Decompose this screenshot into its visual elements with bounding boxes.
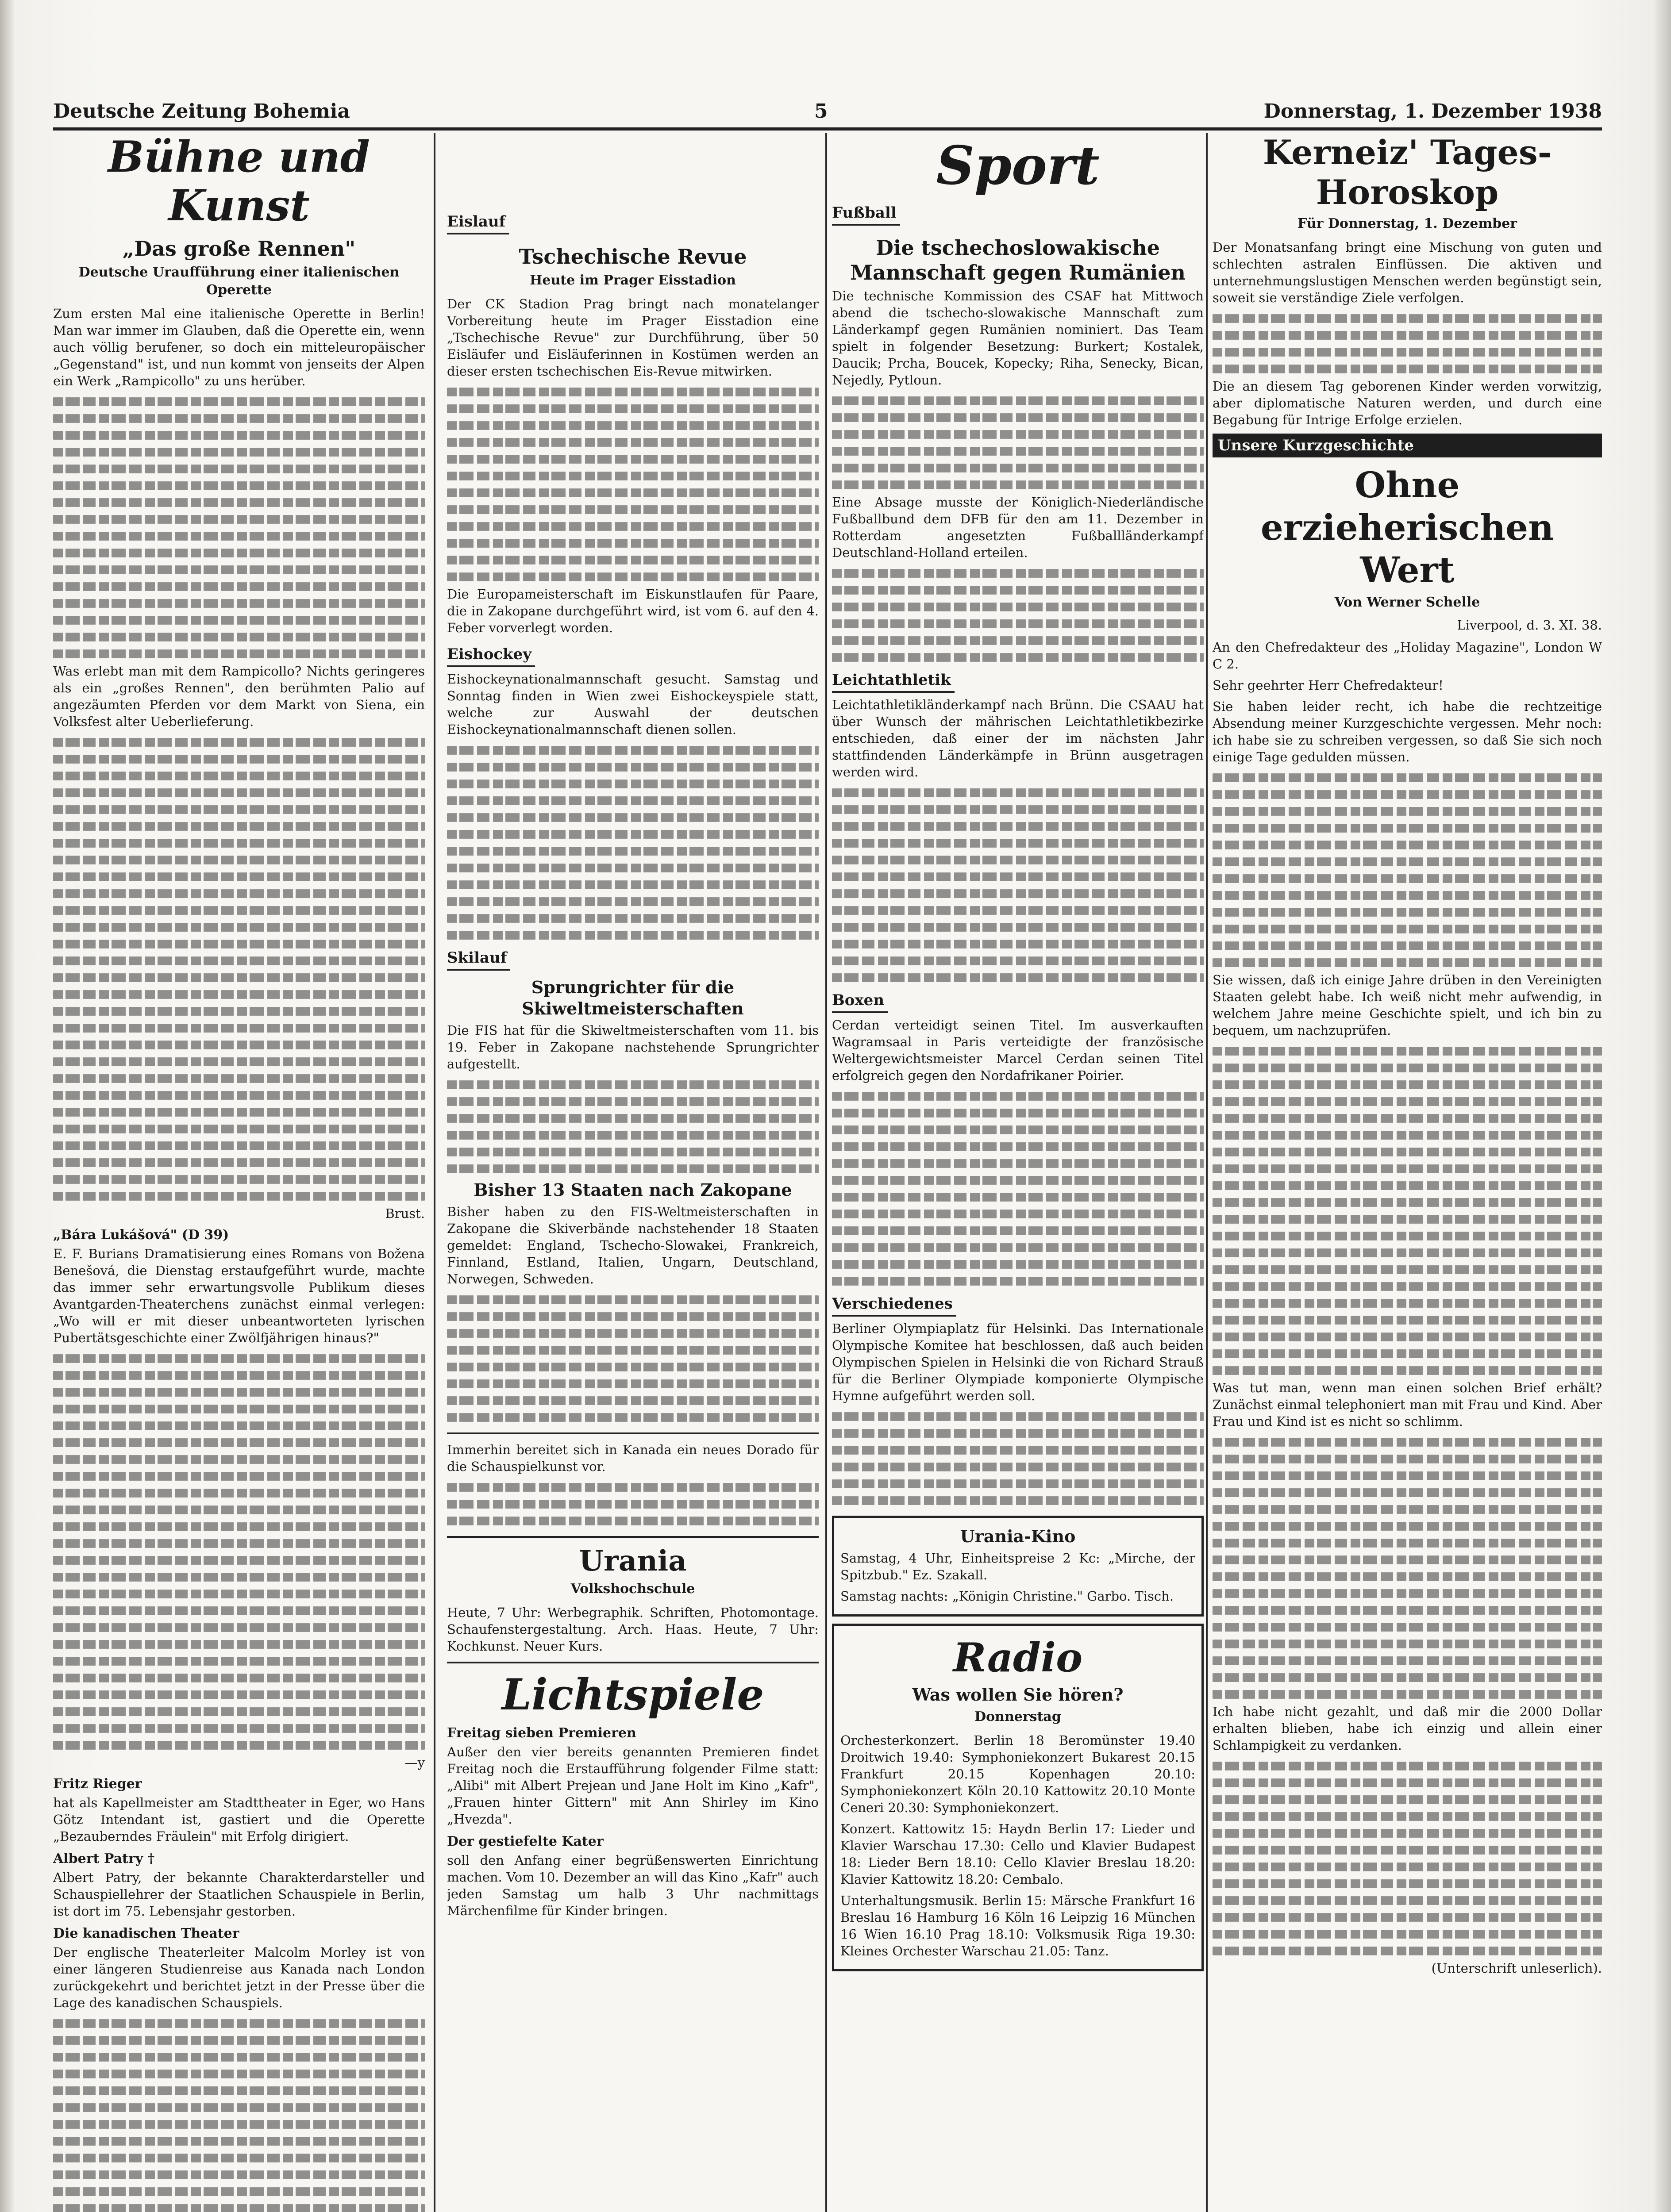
story-text: Ich habe nicht gezahlt, und daß mir die 2000 Dollar erhalten blieben, habe ich einzig und allein einer Schlampigkeit zu verdanken.: [1213, 1704, 1602, 1753]
article-title: Bisher 13 Staaten nach Zakopane: [474, 1180, 792, 1200]
article-subtitle: Der gestiefelte Kater: [447, 1834, 604, 1849]
article-text: Zum ersten Mal eine italienische Operette in Berlin! Man war immer im Glauben, daß die Operette ein, wenn auch völlig berufener, so doch ein mitteleuropäischer „Gegenstand" ist, und nun kommt von jenseits der Alpen ein Werk „Rampicollo" zu uns herüber.: [53, 306, 425, 388]
left-edge-shadow: [0, 0, 15, 2212]
lichtspiele-title: Lichtspiele: [501, 1670, 764, 1720]
story-ribbon: Unsere Kurzgeschichte: [1213, 434, 1602, 457]
radio-question: Was wollen Sie hören?: [912, 1685, 1124, 1705]
article-text: Leichtathletikländerkampf nach Brünn. Die CSAAU hat über Wunsch der mährischen Leichtathletikbezirke entschieden, daß einer der im nächsten Jahr stattfindenden Länderkämpfe in Brünn ausgetragen werden wird.: [832, 697, 1204, 780]
page-header: [53, 92, 1602, 131]
column-buehne-und-kunst: [53, 133, 425, 2212]
notice-text: Der englische Theaterleiter Malcolm Morley ist von einer längeren Studienreise aus Kanada nach London zurückgekehrt und berichtet jetzt in der Presse über die Lage des kanadischen Schauspiels.: [53, 1945, 425, 2010]
section-heading: Skilauf: [447, 949, 510, 971]
column-sport: [832, 133, 1204, 2212]
radio-box: [832, 1624, 1204, 1971]
article-title: Sprungrichter für die Skiweltmeisterschaften: [522, 977, 744, 1018]
story-text: Sie haben leider recht, ich habe die rechtzeitige Absendung meiner Kurzgeschichte vergessen. Mehr noch: ich habe sie zu schreiben vergessen, so daß Sie sich noch einige Tage gedulden müssen.: [1213, 699, 1602, 764]
section-heading: Verschiedenes: [832, 1294, 956, 1317]
article-title: Die tschechoslowakische Mannschaft gegen Rumänien: [850, 236, 1186, 284]
story-address: An den Chefredakteur des „Holiday Magazine", London W C 2.: [1213, 640, 1602, 672]
radio-title: Radio: [953, 1634, 1083, 1681]
article-text: Berliner Olympiaplatz für Helsinki. Das Internationale Olympische Komitee hat beschlossen, daß auch beiden Olympischen Spielen in Helsinki die von Richard Strauß für die Berliner Olympiade komponierte Olympische Hymne aufgeführt werden soll.: [832, 1321, 1204, 1403]
story-text: Sie wissen, daß ich einige Jahre drüben in den Vereinigten Staaten gelebt habe. Ich weiß nicht mehr aufwendig, in welchem Jahre meine Geschichte spielt, und ich bin zu bequem, um nachzuprüfen.: [1213, 972, 1602, 1038]
article-subtitle: Heute im Prager Eisstadion: [530, 273, 736, 288]
article-text: Der CK Stadion Prag bringt nach monatelanger Vorbereitung heute im Prager Eisstadion eine „Tschechische Revue" zur Durchführung, über 50 Eisläufer und Eisläuferinnen in Kostümen werden an dieser ersten tschechischen Eis-Revue mitwirken.: [447, 296, 819, 379]
article-text: Immerhin bereitet sich in Kanada ein neues Dorado für die Schauspielkunst vor.: [447, 1442, 819, 1474]
section-heading: Eislauf: [447, 212, 509, 234]
section-heading: Boxen: [832, 991, 888, 1013]
story-text: Was tut man, wenn man einen solchen Brief erhält? Zunächst einmal telephoniert man mit Frau und Kind. Aber Frau und Kind ist es nicht so schlimm.: [1213, 1380, 1602, 1429]
article-text: Die Europameisterschaft im Eiskunstlaufen für Paare, die in Zakopane durchgeführt wird, ist vom 6. auf den 4. Feber vorverlegt worden.: [447, 587, 819, 635]
article-signature: —y: [404, 1755, 425, 1770]
article-text: E. F. Burians Dramatisierung eines Romans von Božena Benešová, die Dienstag erstaufgeführt wurde, machte das immer sehr erwartungsvolle Publikum dieses Avantgarden-Theaterchens zunächst einmal verlegen: „Wo will er mit dieser unbeantworteten lyrischen Pubertätsgeschichte einer Zwölfjährigen hinaus?": [53, 1246, 425, 1345]
radio-text: Konzert. Kattowitz 15: Haydn Berlin 17: Lieder und Klavier Warschau 17.30: Cello und Klavier Budapest 18: Lieder Bern 18.10: Cello Klavier Breslau 18.20: Klavier Kattowitz 18.20: Cembalo.: [840, 1821, 1195, 1887]
urania-kino-text: Samstag nachts: „Königin Christine." Garbo. Tisch.: [840, 1589, 1174, 1604]
article-text: Die technische Kommission des CSAF hat Mittwoch abend die tschecho-slowakische Mannschaft zum Länderkampf gegen Rumänien nominiert. Das Team spielt in folgender Besetzung: Burkert; Kostalek, Daucik; Prcha, Boucek, Kopecky; Riha, Senecky, Bican, Nejedly, Pytloun.: [832, 288, 1204, 388]
column-rule: [825, 133, 827, 2212]
story-author: Von Werner Schelle: [1334, 595, 1480, 610]
article-text: Bisher haben zu den FIS-Weltmeisterschaften in Zakopane die Skiverbände nachstehender 18 Staaten gemeldet: England, Tschecho-Slowakei, Frankreich, Finnland, Estland, Italien, Ungarn, Deutschland, Norwegen, Schweden.: [447, 1204, 819, 1286]
article-text: Was erlebt man mit dem Rampicollo? Nichts geringeres als ein „großes Rennen", den berühmten Palio auf angezäumten Pferden vor dem Markt von Siena, ein Volksfest alter Ueberlieferung.: [53, 664, 425, 729]
page-number: 5: [814, 100, 828, 123]
notice-title: Fritz Rieger: [53, 1776, 142, 1792]
story-closing: (Unterschrift unleserlich).: [1431, 1961, 1602, 1976]
section-heading: Eishockey: [447, 645, 535, 667]
horoskop-subtitle: Für Donnerstag, 1. Dezember: [1297, 216, 1517, 231]
article-text: Cerdan verteidigt seinen Titel. Im ausverkauften Wagramsaal in Paris verteidigte der französische Weltergewichtsmeister Marcel Cerdan seinen Titel erfolgreich gegen den Nordafrikaner Poirier.: [832, 1018, 1204, 1083]
story-place: Liverpool, d. 3. XI. 38.: [1457, 618, 1602, 633]
article-title: Tschechische Revue: [519, 245, 747, 269]
article-subtitle: Freitag sieben Premieren: [447, 1725, 636, 1741]
article-title: „Bára Lukášová" (D 39): [53, 1227, 229, 1243]
urania-kino-title: Urania-Kino: [960, 1526, 1076, 1546]
issue-date: Donnerstag, 1. Dezember 1938: [1263, 100, 1602, 123]
section-heading: Fußball: [832, 204, 900, 226]
section-title: Bühne und Kunst: [108, 133, 370, 230]
story-salutation: Sehr geehrter Herr Chefredakteur!: [1213, 678, 1444, 693]
right-edge-shadow: [1653, 0, 1671, 2212]
section-heading: Leichtathletik: [832, 671, 955, 693]
urania-title: Urania: [579, 1544, 687, 1578]
notice-text: hat als Kapellmeister am Stadttheater in Eger, wo Hans Götz Intendant ist, gastiert und die Operette „Bezauberndes Fräulein" mit Erfolg dirigiert.: [53, 1795, 425, 1844]
article-text: Die FIS hat für die Skiweltmeisterschaften vom 11. bis 19. Feber in Zakopane nachstehende Sprungrichter aufgestellt.: [447, 1023, 819, 1071]
notice-title: Albert Patry †: [53, 1851, 155, 1866]
radio-text: Orchesterkonzert. Berlin 18 Beromünster 19.40 Droitwich 19.40: Symphoniekonzert Bukarest 20.15 Frankfurt 20.15 Kopenhagen 20.10: Symphoniekonzert Köln 20.10 Kattowitz 20.10 Monte Ceneri 20.30: Symphoniekonzert.: [840, 1733, 1195, 1815]
column-horoskop: [1213, 133, 1602, 2212]
notice-text: Albert Patry, der bekannte Charakterdarsteller und Schauspiellehrer der Staatlichen Schauspiele in Berlin, ist dort im 75. Lebensjahr gestorben.: [53, 1870, 425, 1919]
urania-subtitle: Volkshochschule: [570, 1581, 695, 1597]
article-text: Außer den vier bereits genannten Premieren findet Freitag noch die Erstaufführung folgender Filme statt: „Alibi" mit Albert Prejean und Jane Holt im Kino „Kafr", „Frauen hinter Gittern" mit Ann Shirley im Kino „Hvezda".: [447, 1744, 819, 1827]
story-title: Ohne erzieherischen Wert: [1260, 464, 1554, 591]
column-eislauf: [447, 133, 819, 2212]
article-signature: Brust.: [385, 1206, 425, 1221]
notice-title: Die kanadischen Theater: [53, 1926, 239, 1941]
radio-text: Unterhaltungsmusik. Berlin 15: Märsche Frankfurt 16 Breslau 16 Hamburg 16 Köln 16 Leipzig 16 München 16 Wien 16.10 Prag 18.10: Volksmusik Riga 19.30: Kleines Orchester Warschau 21.05: Tanz.: [840, 1893, 1195, 1959]
urania-kino-box: [832, 1516, 1204, 1617]
column-rule: [434, 133, 435, 2212]
urania-kino-text: Samstag, 4 Uhr, Einheitspreise 2 Kc: „Mirche, der Spitzbub." Ez. Szakall.: [840, 1551, 1195, 1582]
urania-text: Heute, 7 Uhr: Werbegraphik. Schriften, Photomontage. Schaufenstergestaltung. Arch. Haas. Heute, 7 Uhr: Kochkunst. Neuer Kurs.: [447, 1605, 819, 1654]
column-rule: [1206, 133, 1208, 2212]
horoskop-text: Der Monatsanfang bringt eine Mischung von guten und schlechten astralen Einflüssen. Die aktiven und unternehmungslustigen Menschen werden begünstigt sein, soweit sie verständige Ziele verfolgen.: [1213, 240, 1602, 305]
section-title: Kerneiz' Tages-Horoskop: [1263, 133, 1552, 212]
paper-name: Deutsche Zeitung Bohemia: [53, 100, 350, 123]
section-title: Sport: [936, 134, 1100, 197]
article-text: Eishockeynationalmannschaft gesucht. Samstag und Sonntag finden in Wien zwei Eishockeyspiele statt, welche zur Auswahl der deutschen Eishockeynationalmannschaft dienen sollen.: [447, 672, 819, 737]
horoskop-text: Die an diesem Tag geborenen Kinder werden vorwitzig, aber diplomatische Naturen werden, und durch eine Begabung für Intrige Erfolge erzielen.: [1213, 379, 1602, 427]
article-subtitle: Deutsche Uraufführung einer italienischen Operette: [78, 265, 400, 298]
radio-day: Donnerstag: [974, 1709, 1061, 1724]
article-text: soll den Anfang einer begrüßenswerten Einrichtung machen. Vom 10. Dezember an will das Kino „Kafr" auch jeden Samstag um halb 3 Uhr nachmittags Märchenfilme für Kinder bringen.: [447, 1853, 819, 1918]
article-text: Eine Absage musste der Königlich-Niederländische Fußballbund dem DFB für den am 11. Dezember in Rotterdam angesetzten Fußballländerkampf Deutschland-Holland erteilen.: [832, 495, 1204, 560]
article-title: „Das große Rennen": [122, 237, 356, 261]
